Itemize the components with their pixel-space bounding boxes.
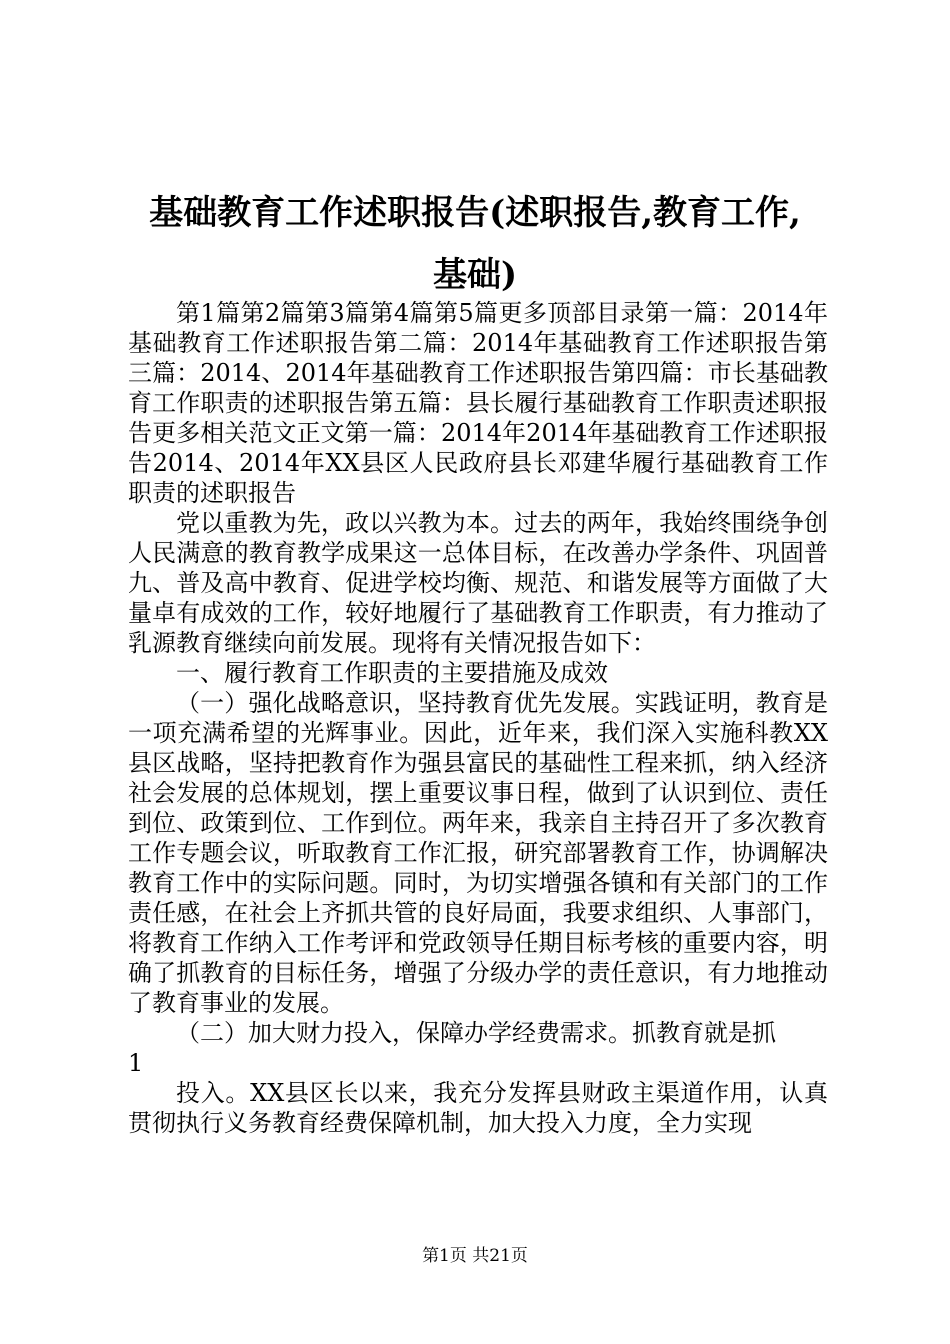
document-title bbox=[120, 182, 830, 306]
page-number-label: 第1页 共21页 bbox=[422, 1246, 528, 1266]
title-line-2: 基础) bbox=[432, 255, 518, 295]
paragraph-funding: （二）加大财力投入，保障办学经费需求。抓教育就是抓 bbox=[176, 1019, 776, 1047]
paragraph-table-of-contents: 第1篇第2篇第3篇第4篇第5篇更多顶部目录第一篇：2014年基础教育工作述职报告第二篇：2014年基础教育工作述职报告第三篇：2014、2014年基础教育工作述职报告第四篇：市长基础教育工作职责的述职报告第五篇：县长履行基础教育工作职责述职报告更多相关范文正文第一篇：2014年2014年基础教育工作述职报告2014、2014年XX县区人民政府县长邓建华履行基础教育工作职责的述职报告 bbox=[128, 299, 828, 507]
paragraph-strategy: （一）强化战略意识，坚持教育优先发展。实践证明，教育是一项充满希望的光辉事业。因此，近年来，我们深入实施科教XX县区战略，坚持把教育作为强县富民的基础性工程来抓，纳入经济社会发展的总体规划，摆上重要议事日程，做到了认识到位、责任到位、政策到位、工作到位。两年来，我亲自主持召开了多次教育工作专题会议，听取教育工作汇报，研究部署教育工作，协调解决教育工作中的实际问题。同时，为切实增强各镇和有关部门的工作责任感，在社会上齐抓共管的良好局面，我要求组织、人事部门，将教育工作纳入工作考评和党政领导任期目标考核的重要内容，明确了抓教育的目标任务，增强了分级办学的责任意识，有力地推动了教育事业的发展。 bbox=[128, 689, 828, 1017]
page-footer bbox=[0, 1246, 950, 1266]
inline-page-number: 1 bbox=[128, 1049, 144, 1077]
section-heading: 一、履行教育工作职责的主要措施及成效 bbox=[176, 659, 608, 687]
paragraph-intro: 党以重教为先，政以兴教为本。过去的两年，我始终围绕争创人民满意的教育教学成果这一总体目标，在改善办学条件、巩固普九、普及高中教育、促进学校均衡、规范、和谐发展等方面做了大量卓有成效的工作，较好地履行了基础教育工作职责，有力推动了乳源教育继续向前发展。现将有关情况报告如下： bbox=[128, 509, 828, 657]
paragraph-continuation: 投入。XX县区长以来，我充分发挥县财政主渠道作用，认真贯彻执行义务教育经费保障机制，加大投入力度，全力实现 bbox=[128, 1079, 828, 1137]
title-line-1: 基础教育工作述职报告(述职报告,教育工作, bbox=[149, 193, 801, 233]
document-body bbox=[128, 298, 828, 1138]
